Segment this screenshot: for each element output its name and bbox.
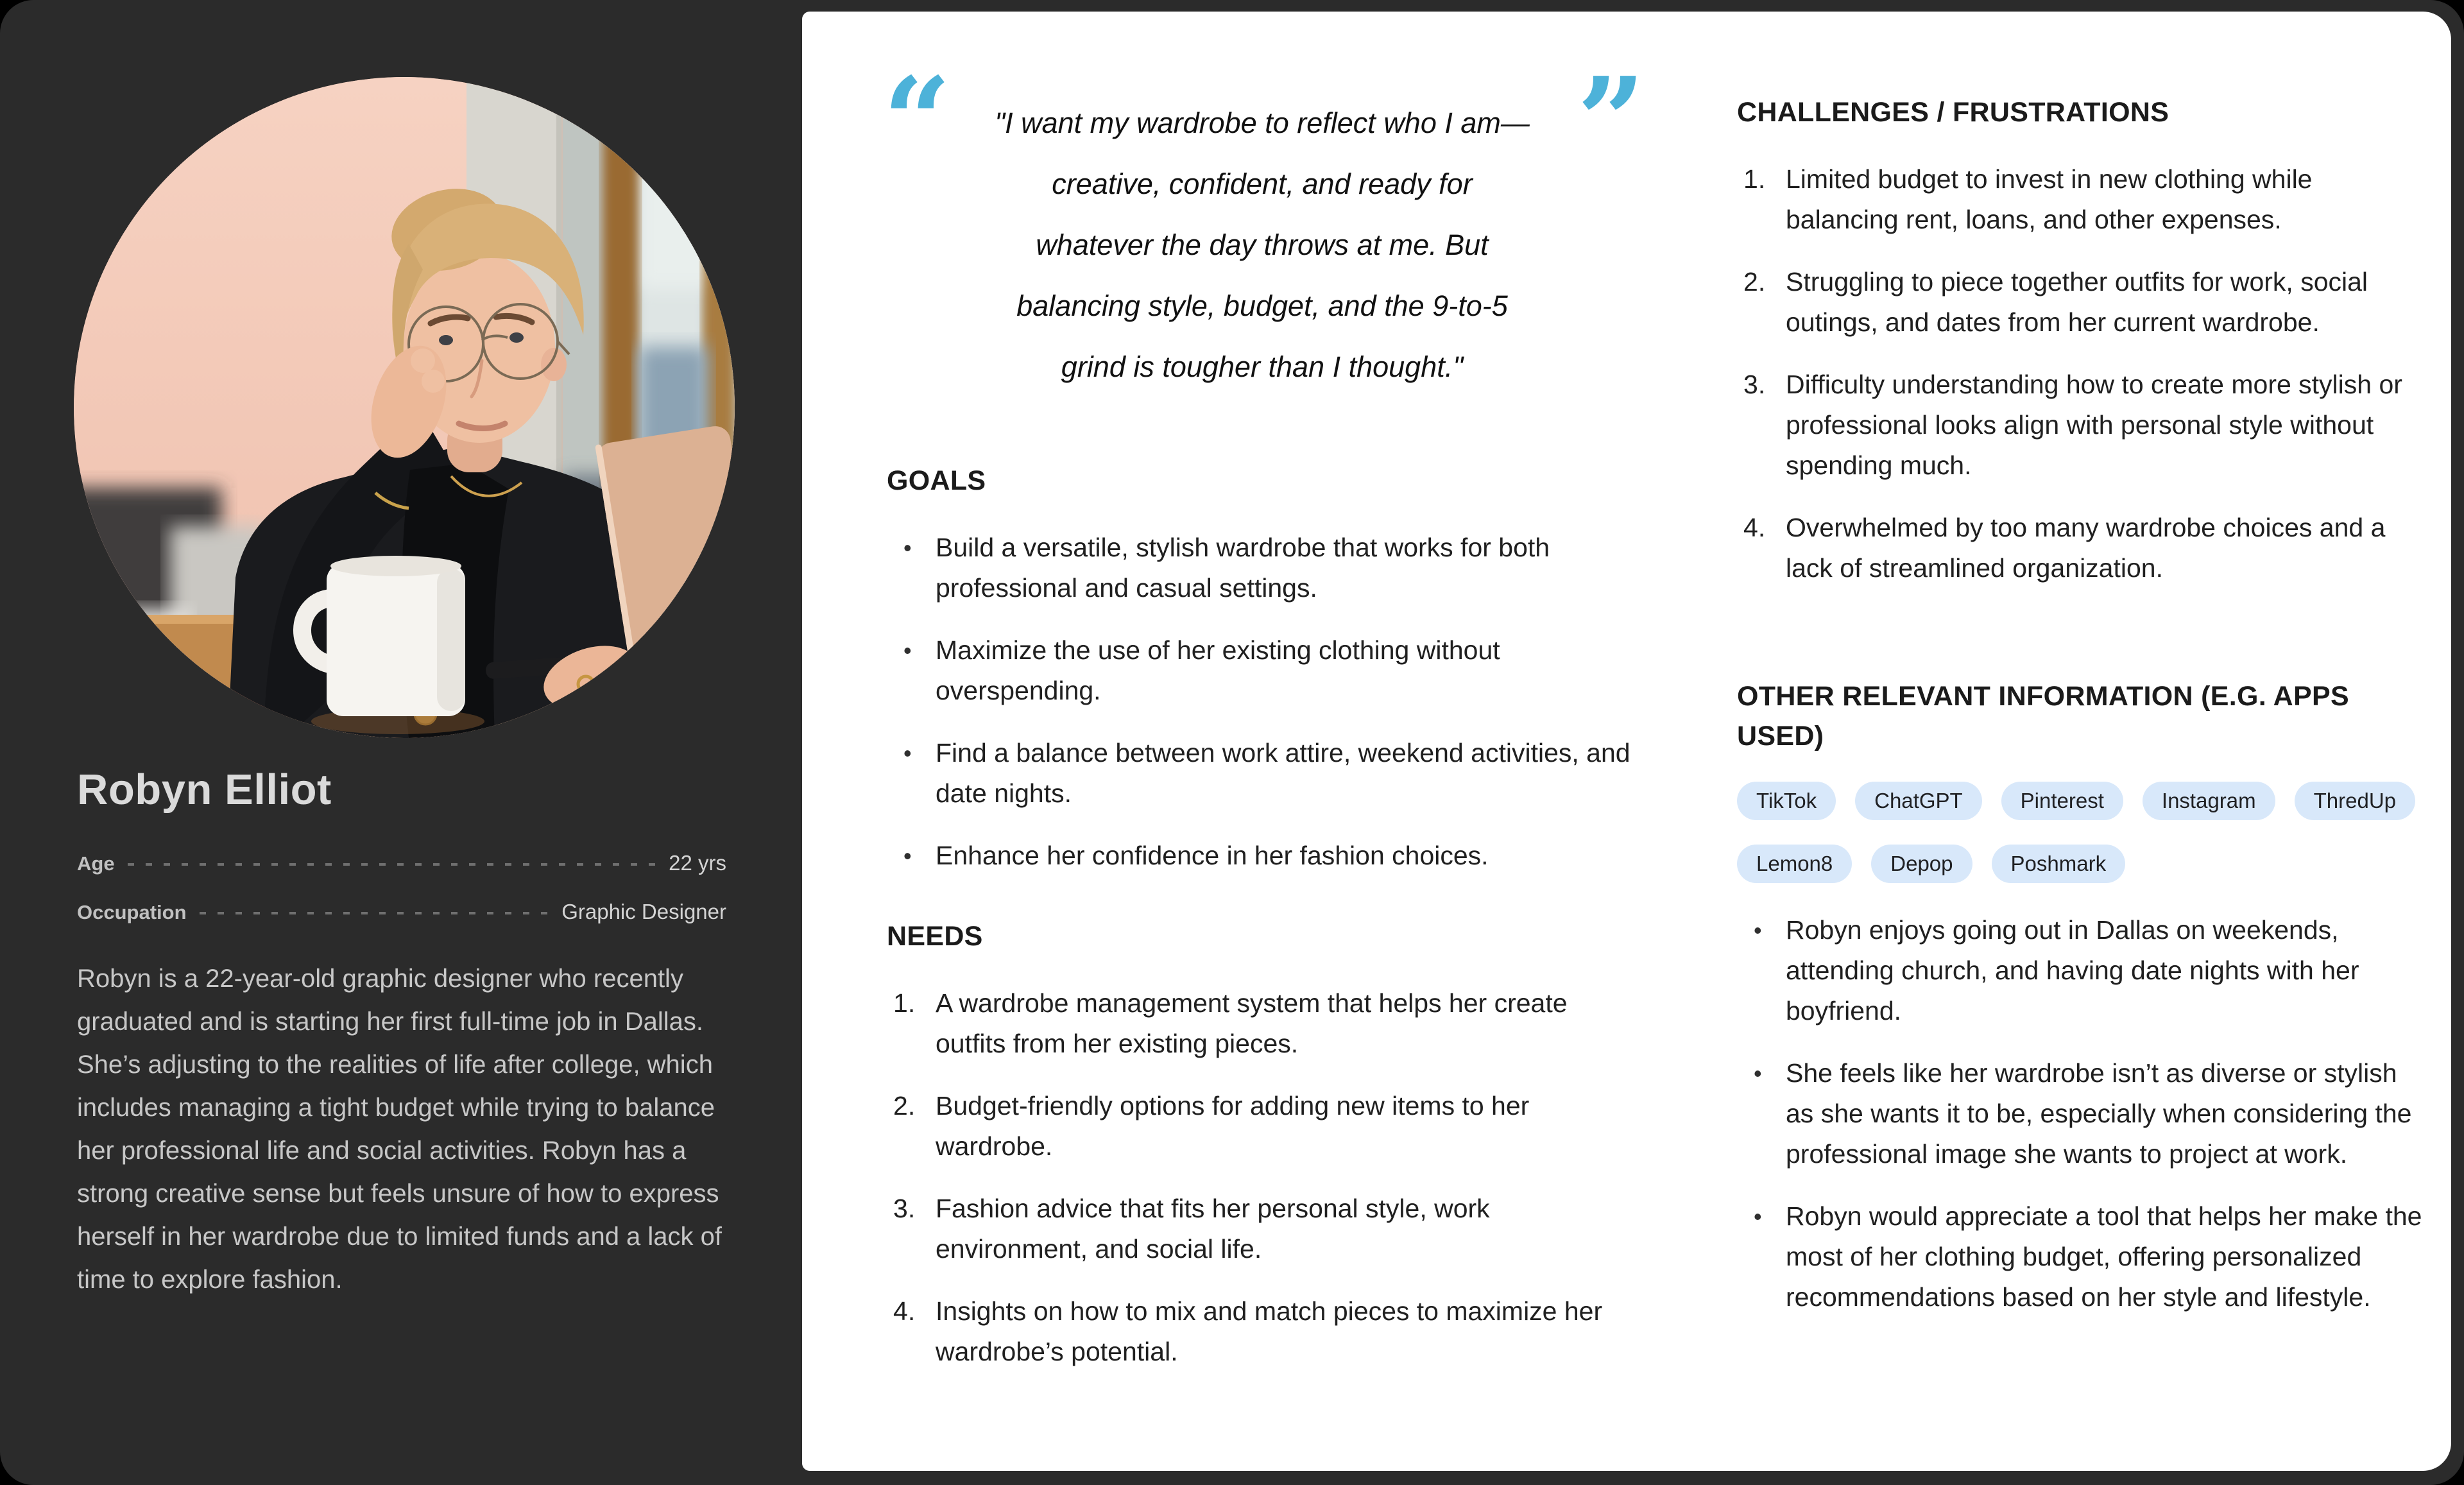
list-item: • Maximize the use of her existing clothing without overspending.	[887, 630, 1638, 711]
list-item: Fashion advice that fits her personal style, work environment, and social life.	[936, 1194, 1490, 1264]
attribute-row-occupation	[77, 900, 726, 924]
section-title-goals: GOALS	[887, 465, 986, 496]
section-title-other-info: OTHER RELEVANT INFORMATION (E.G. APPS USED)	[1737, 681, 2349, 751]
list-item: Struggling to piece together outfits for work, social outings, and dates from her current wardrobe.	[1786, 267, 2368, 337]
app-tag: Depop	[1871, 845, 1972, 883]
list-item: Limited budget to invest in new clothing while balancing rent, loans, and other expenses.	[1786, 164, 2313, 234]
open-quote-icon: “	[883, 51, 952, 191]
sidebar	[0, 0, 803, 1485]
app-tag: ChatGPT	[1855, 782, 1982, 820]
quote-text	[887, 12, 1638, 397]
app-tags	[1737, 782, 2424, 883]
quote-line: "I want my wardrobe to reflect who I am—	[995, 107, 1530, 139]
list-item: • Enhance her confidence in her fashion choices.	[887, 836, 1638, 876]
attribute-row-age	[77, 851, 726, 875]
attribute-label: Age	[77, 852, 115, 875]
card-column-right	[1737, 12, 2424, 1471]
quote-line: grind is tougher than I thought."	[1061, 350, 1464, 383]
section-other-info	[1737, 676, 2424, 1339]
list-item: Overwhelmed by too many wardrobe choices and a lack of streamlined organization.	[1786, 513, 2386, 583]
persona-bio: Robyn is a 22-year-old graphic designer who recently graduated and is starting her first full-time job in Dallas. She’s adjusting to the realities of life after college, which includes managing a tight budget while trying to balance her professional life and social activities. Robyn has a strong creative sense but feels unsure of how to express herself in her wardrobe due to limited funds and a lack of time to explore fashion.	[77, 965, 723, 1294]
list-item: Difficulty understanding how to create more stylish or professional looks align with personal style without spending much.	[1786, 370, 2402, 480]
list-item: A wardrobe management system that helps her create outfits from her existing pieces.	[936, 988, 1568, 1058]
other-notes-list	[1737, 910, 2424, 1318]
list-item: • She feels like her wardrobe isn’t as diverse or stylish as she wants it to be, especially when considering the professional image she wants to project at work.	[1737, 1053, 2424, 1174]
challenges-list	[1737, 159, 2424, 588]
dotted-leader	[128, 863, 656, 866]
quote-line: whatever the day throws at me. But	[1036, 228, 1489, 261]
app-tag: Instagram	[2143, 782, 2275, 820]
persona-card	[802, 12, 2451, 1471]
app-tag: Lemon8	[1737, 845, 1852, 883]
quote-line: creative, confident, and ready for	[1052, 167, 1473, 200]
card-column-left	[883, 12, 1645, 1471]
goals-list	[887, 528, 1638, 876]
list-item: • Find a balance between work attire, weekend activities, and date nights.	[887, 733, 1638, 814]
persona-name: Robyn Elliot	[77, 766, 332, 814]
quote-block	[883, 12, 1645, 397]
section-challenges	[1737, 92, 2424, 610]
section-title-needs: NEEDS	[887, 921, 983, 952]
dotted-leader	[200, 912, 549, 914]
attribute-value: 22 yrs	[669, 851, 726, 875]
section-goals	[887, 461, 1638, 898]
list-item: • Robyn enjoys going out in Dallas on weekends, attending church, and having date nights with her boyfriend.	[1737, 910, 2424, 1031]
photo-illustration	[74, 77, 735, 738]
list-item: • Robyn would appreciate a tool that helps her make the most of her clothing budget, offering personalized recommendations based on her style and lifestyle.	[1737, 1196, 2424, 1318]
app-tag: Pinterest	[2001, 782, 2123, 820]
app-tag-row	[1737, 845, 2424, 883]
list-item: Budget-friendly options for adding new items to her wardrobe.	[936, 1091, 1530, 1161]
close-quote-icon: ”	[1577, 51, 1645, 191]
list-item: Insights on how to mix and match pieces to maximize her wardrobe’s potential.	[936, 1296, 1603, 1366]
list-item: • Build a versatile, stylish wardrobe that works for both professional and casual settings.	[887, 528, 1638, 608]
quote-line: balancing style, budget, and the 9-to-5	[1016, 289, 1508, 322]
app-tag: TikTok	[1737, 782, 1836, 820]
attribute-label: Occupation	[77, 901, 187, 923]
app-tag: Poshmark	[1992, 845, 2126, 883]
needs-list	[887, 983, 1638, 1372]
section-title-challenges: CHALLENGES / FRUSTRATIONS	[1737, 97, 2169, 128]
section-needs	[887, 916, 1638, 1394]
attribute-value: Graphic Designer	[561, 900, 726, 923]
app-tag-row	[1737, 782, 2424, 820]
profile-photo	[74, 77, 735, 738]
app-tag: ThredUp	[2295, 782, 2415, 820]
